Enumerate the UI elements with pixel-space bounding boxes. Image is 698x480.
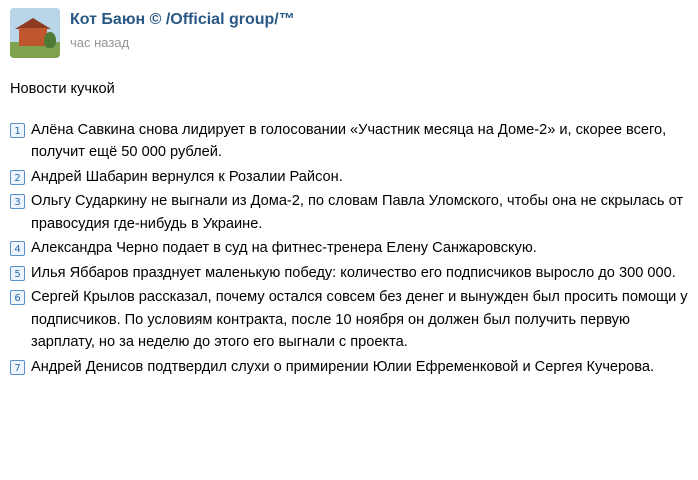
post-header-text: [70, 8, 295, 52]
item-text: Андрей Денисов подтвердил слухи о примирении Юлии Ефременковой и Сергея Кучерова.: [31, 358, 655, 375]
item-number-badge: 6: [10, 290, 25, 305]
item-text: Илья Яббаров празднует маленькую победу: количество его подписчиков выросло до 300 000.: [31, 264, 676, 281]
post-author-name[interactable]: Кот Баюн © /Official group/™: [70, 11, 295, 28]
post-intro: Новости кучкой: [10, 81, 115, 97]
list-item: [10, 356, 688, 379]
avatar-house: [19, 28, 47, 46]
post-timestamp[interactable]: час назад: [70, 35, 130, 50]
list-item: [10, 237, 688, 260]
list-item: [10, 119, 688, 164]
item-text: Александра Черно подает в суд на фитнес-тренера Елену Санжаровскую.: [31, 240, 537, 256]
list-item: [10, 262, 688, 285]
item-number-badge: 1: [10, 123, 25, 138]
post-body: [10, 78, 688, 378]
item-number-badge: 7: [10, 360, 25, 375]
item-number-badge: 3: [10, 194, 25, 209]
item-number-badge: 2: [10, 170, 25, 185]
list-item: [10, 286, 688, 354]
item-text: Андрей Шабарин вернулся к Розалии Райсон.: [31, 168, 343, 185]
item-text: Сергей Крылов рассказал, почему остался совсем без денег и вынужден был просить помощи у подписчиков. По условиям контракта, после 10 ноября он должен был получить первую зарплату, но за неделю до этого его выгнали с проекта.: [31, 289, 688, 350]
item-text: Алёна Савкина снова лидирует в голосовании «Участник месяца на Доме-2» и, скорее всего, получит ещё 50 000 рублей.: [31, 121, 667, 160]
item-number-badge: 5: [10, 266, 25, 281]
avatar-tree: [44, 32, 56, 48]
house-landscape-avatar[interactable]: [10, 8, 60, 58]
list-item: [10, 166, 688, 189]
item-number-badge: 4: [10, 241, 25, 256]
list-item: [10, 190, 688, 235]
item-text: Ольгу Сударкину не выгнали из Дома-2, по словам Павла Уломского, чтобы она не скрылась от правосудия где-нибудь в Украине.: [31, 193, 684, 232]
post-header: [10, 8, 688, 60]
